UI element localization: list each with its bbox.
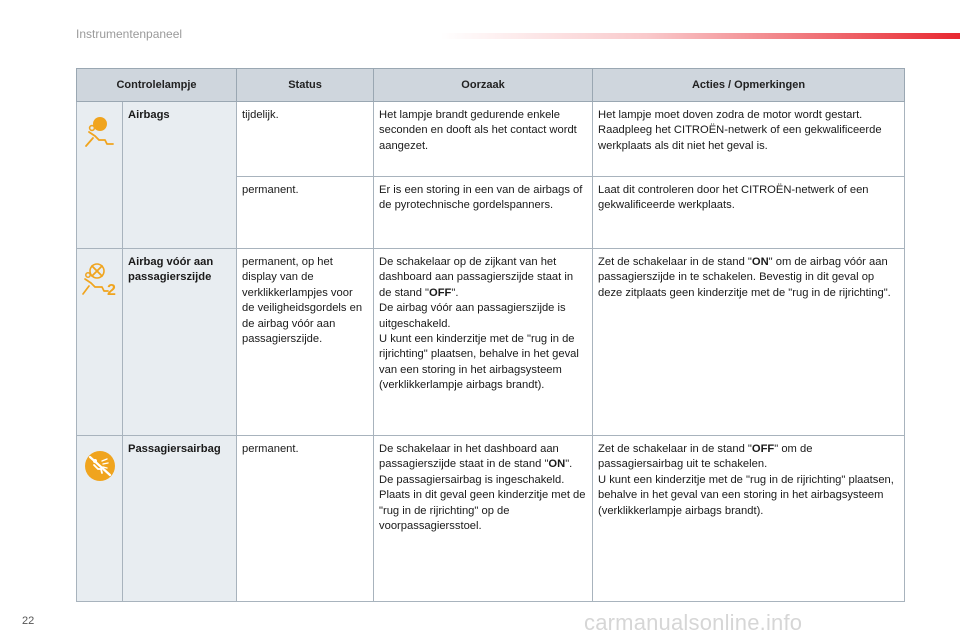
watermark: carmanualsonline.info xyxy=(584,610,803,635)
passenger-airbag-on-icon xyxy=(82,448,118,484)
switch-state-on: ON xyxy=(751,256,769,268)
switch-state-off: OFF xyxy=(429,286,452,299)
front-passenger-icon-cell xyxy=(77,249,123,436)
airbags-name: Airbags xyxy=(123,102,237,249)
action-text: Zet de schakelaar in de stand " xyxy=(598,256,752,268)
switch-state-off: OFF xyxy=(751,443,775,455)
passenger-airbag-cause-line-1 xyxy=(379,442,587,473)
action-text-end: " om de airbag vóór aan passagierszijde in te schakelen. Bevestig in dit geval op deze zitplaats geen kinderzitje met de "rug in de rijrichting". xyxy=(598,256,891,299)
page-number: 22 xyxy=(22,615,35,627)
column-header-status: Status xyxy=(237,69,374,102)
table-row xyxy=(77,102,905,177)
front-passenger-cause-line-1 xyxy=(379,255,587,301)
table-row xyxy=(77,249,905,436)
passenger-airbag-cause-line-3: Plaats in dit geval geen kinderzitje met de "rug in de rijrichting" op de voorpassagiersstoel. xyxy=(379,489,586,533)
action-text-end: " om de passagiersairbag uit te schakelen. xyxy=(598,443,813,471)
passenger-airbag-action-line-2: U kunt een kinderzitje met de "rug in de rijrichting" plaatsen, behalve in het geval van een storing in het airbagsysteem (verklikkerlampje airbags brandt). xyxy=(598,473,894,517)
passenger-airbag-action xyxy=(593,436,905,602)
passenger-airbag-icon-cell xyxy=(77,436,123,602)
airbags-icon-cell xyxy=(77,102,123,249)
cause-text: De schakelaar in het dashboard aan passagierszijde staat in de stand " xyxy=(379,443,559,471)
airbag-warning-icon xyxy=(83,114,117,148)
cause-text-end: ". xyxy=(565,458,573,471)
cause-text: De schakelaar op de zijkant van het dashboard aan passagierszijde staat in de stand " xyxy=(379,256,574,299)
column-header-oorzaak: Oorzaak xyxy=(374,69,593,102)
header-accent-bar xyxy=(440,33,960,39)
passenger-airbag-action-line-1 xyxy=(598,442,899,473)
page-header-title: Instrumentenpaneel xyxy=(76,27,183,41)
front-passenger-cause-line-3: U kunt een kinderzitje met de "rug in de rijrichting" plaatsen, behalve in het geval van een storing in het airbagsysteem (verklikkerlampje airbags brandt). xyxy=(379,333,579,392)
svg-text:2: 2 xyxy=(107,282,116,297)
action-text: Zet de schakelaar in de stand " xyxy=(598,443,752,455)
airbags-status-2: permanent. xyxy=(237,177,374,249)
column-header-controlelampje: Controlelampje xyxy=(77,69,237,102)
table-row xyxy=(77,436,905,602)
front-passenger-action-text xyxy=(598,255,899,301)
front-passenger-name: Airbag vóór aan passagierszijde xyxy=(123,249,237,436)
front-passenger-action xyxy=(593,249,905,436)
front-passenger-status: permanent, op het display van de verklikkerlampjes voor de veiligheidsgordels en de airbag vóór aan passagierszijde. xyxy=(237,249,374,436)
passenger-airbag-name: Passagiersairbag xyxy=(123,436,237,602)
airbags-action-2: Laat dit controleren door het CITROËN-netwerk of een gekwalificeerde werkplaats. xyxy=(593,177,905,249)
front-passenger-cause xyxy=(374,249,593,436)
table-header-row xyxy=(77,69,905,102)
column-header-acties: Acties / Opmerkingen xyxy=(593,69,905,102)
cause-text-end: ". xyxy=(451,286,459,299)
airbags-cause-2: Er is een storing in een van de airbags of de pyrotechnische gordelspanners. xyxy=(374,177,593,249)
airbags-action-1: Het lampje moet doven zodra de motor wordt gestart. Raadpleeg het CITROËN-netwerk of een gekwalificeerde werkplaats als dit niet het geval is. xyxy=(593,102,905,177)
passenger-airbag-status: permanent. xyxy=(237,436,374,602)
switch-state-on: ON xyxy=(548,458,566,471)
passenger-airbag-off-icon xyxy=(82,261,118,297)
passenger-airbag-cause-line-2: De passagiersairbag is ingeschakeld. xyxy=(379,473,565,486)
passenger-airbag-cause xyxy=(374,436,593,602)
front-passenger-cause-line-2: De airbag vóór aan passagierszijde is uitgeschakeld. xyxy=(379,302,566,330)
warning-lights-table xyxy=(76,68,905,602)
airbags-cause-1: Het lampje brandt gedurende enkele seconden en dooft als het contact wordt aangezet. xyxy=(374,102,593,177)
airbags-status-1: tijdelijk. xyxy=(237,102,374,177)
